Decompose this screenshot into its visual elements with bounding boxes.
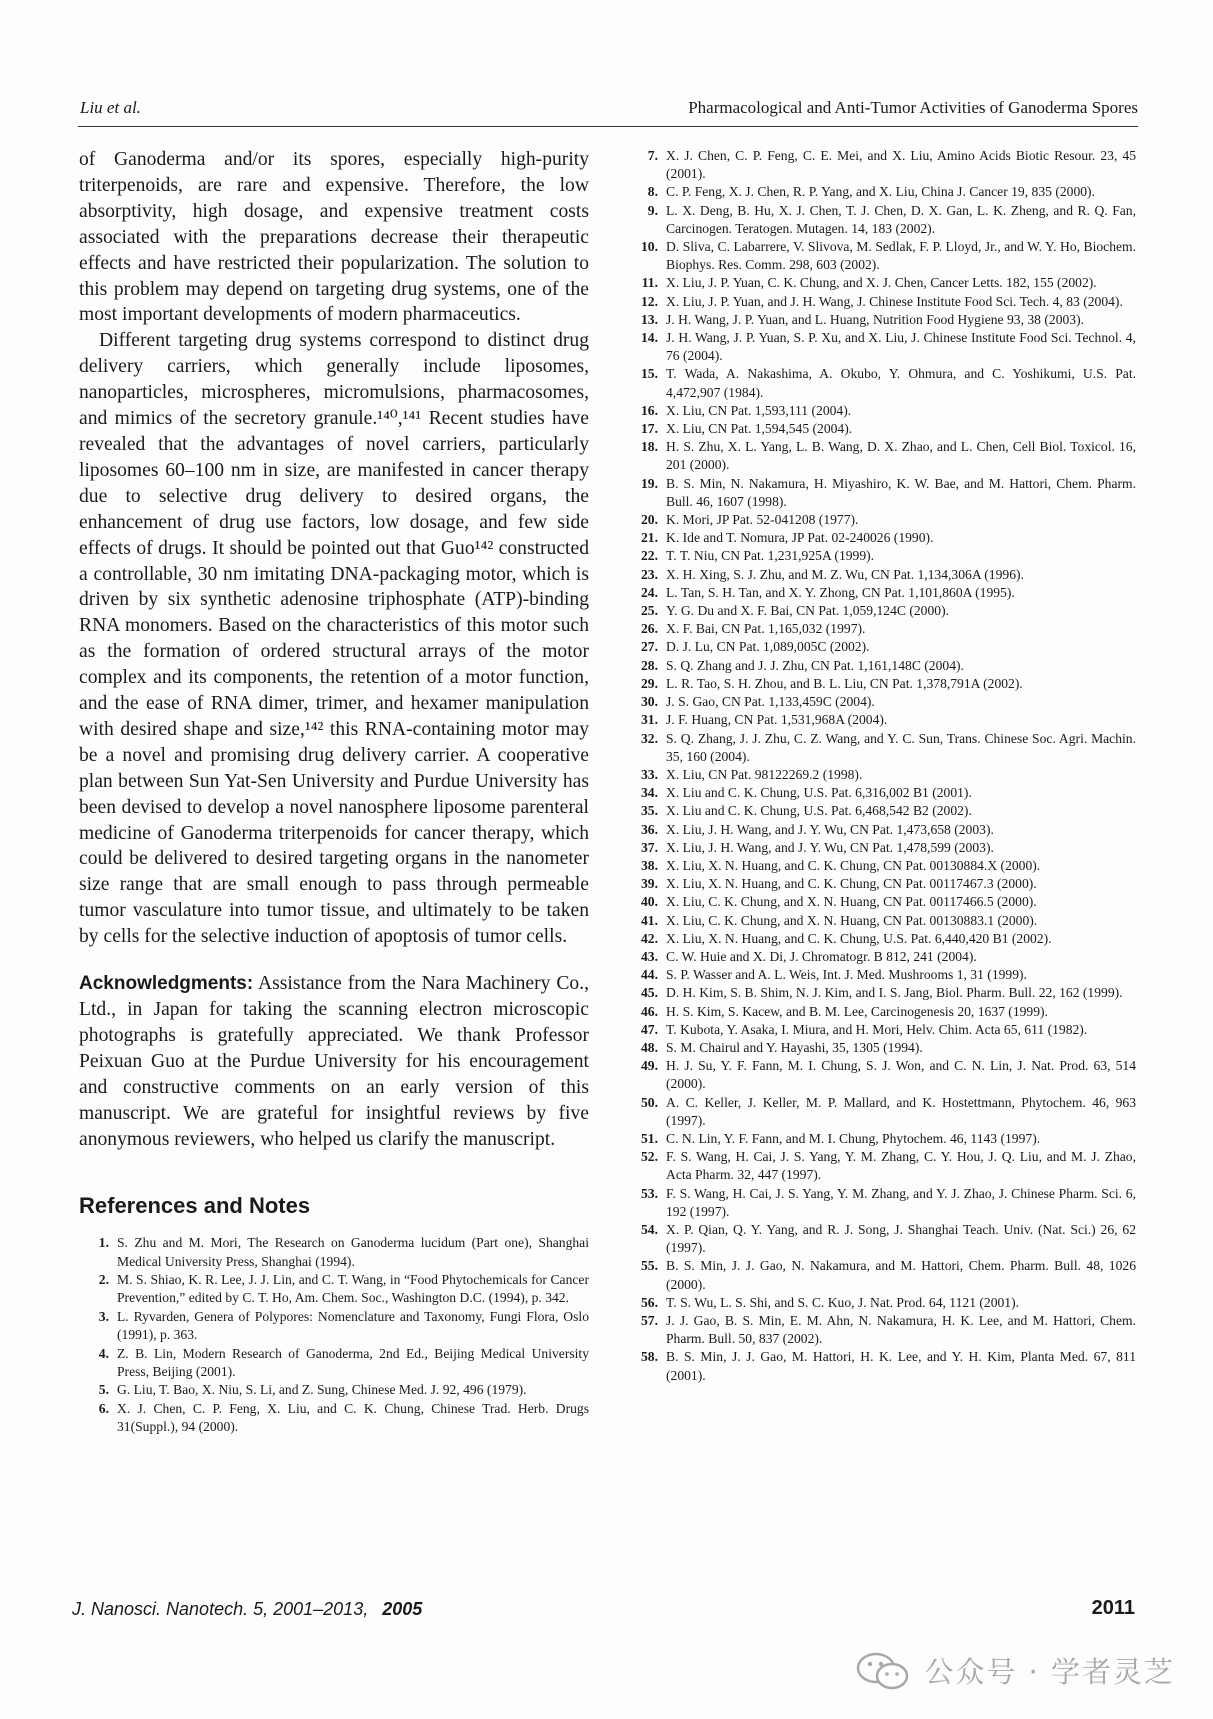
reference-item [628,602,1136,620]
reference-text: X. Liu, J. P. Yuan, C. K. Chung, and X. J. Chen, Cancer Letts. 182, 155 (2002). [666,275,1097,291]
reference-number: 30. [641,694,658,710]
reference-text: Z. B. Lin, Modern Research of Ganoderma, 2nd Ed., Beijing Medical University Press, Beijing (2001). [117,1345,589,1379]
reference-text: X. H. Xing, S. J. Zhu, and M. Z. Wu, CN Pat. 1,134,306A (1996). [666,566,1024,582]
right-column [628,147,1136,1385]
reference-item [628,839,1136,857]
reference-item [79,1271,589,1307]
reference-list-right [628,147,1136,1385]
reference-number: 9. [647,202,658,218]
reference-number: 2. [98,1272,109,1288]
reference-number: 31. [641,712,658,728]
header-rule [78,126,1138,127]
reference-text: H. J. Su, Y. F. Fann, M. I. Chung, S. J. Won, and C. N. Lin, J. Nat. Prod. 63, 514 (2000). [666,1058,1136,1092]
reference-number: 7. [647,148,658,163]
reference-number: 54. [641,1221,658,1237]
acknowledgments-heading: Acknowledgments: [79,973,254,995]
reference-number: 35. [641,803,658,819]
page-number: 2011 [1091,1597,1135,1619]
reference-text: S. P. Wasser and A. L. Weis, Int. J. Med. Mushrooms 1, 31 (1999). [666,967,1027,983]
reference-item [628,675,1136,693]
reference-number: 6. [98,1400,109,1416]
reference-number: 52. [641,1149,658,1165]
reference-text: X. Liu, CN Pat. 1,593,111 (2004). [666,402,852,418]
reference-text: T. Wada, A. Nakashima, A. Okubo, Y. Ohmura, and C. Yoshikumi, U.S. Pat. 4,472,907 (1984). [666,366,1136,400]
reference-number: 37. [641,839,658,855]
reference-number: 51. [641,1130,658,1146]
reference-text: L. Ryvarden, Genera of Polypores: Nomenclature and Taxonomy, Fungi Flora, Oslo (1991), p. 363. [117,1308,589,1343]
reference-number: 53. [641,1185,658,1201]
reference-item [628,293,1136,311]
reference-text: X. Liu, CN Pat. 98122269.2 (1998). [666,766,863,782]
reference-number: 50. [641,1094,658,1110]
reference-item [628,1003,1136,1021]
watermark-text: 公众号 · 学者灵芝 [924,1655,1175,1689]
reference-text: T. T. Niu, CN Pat. 1,231,925A (1999). [666,548,875,564]
reference-number: 47. [641,1021,658,1037]
reference-number: 3. [98,1308,109,1324]
reference-number: 33. [641,766,658,782]
reference-item [628,1130,1136,1148]
reference-number: 44. [641,967,658,983]
reference-number: 42. [641,930,658,946]
reference-text: J. F. Huang, CN Pat. 1,531,968A (2004). [666,712,888,728]
reference-item [628,802,1136,820]
reference-item [628,766,1136,784]
reference-text: X. Liu, C. K. Chung, and X. N. Huang, CN Pat. 00117466.5 (2000). [666,894,1037,910]
reference-item [628,948,1136,966]
reference-item [628,638,1136,656]
reference-number: 29. [641,675,658,691]
reference-item [628,984,1136,1002]
acknowledgments-text: Assistance from the Nara Machinery Co., Ltd., in Japan for taking the scanning electron microscopic photographs is gratefully appreciated. We thank Professor Peixuan Guo at the Purdue University for his encouragement and constructive comments on an early version of this manuscript. We are grateful for insightful reviews by five anonymous reviewers, who helped us clarify the manuscript. [79,973,589,1150]
reference-text: A. C. Keller, J. Keller, M. P. Mallard, and K. Hostettmann, Phytochem. 46, 963 (1997). [666,1094,1136,1128]
reference-item [628,711,1136,729]
reference-number: 11. [641,275,658,291]
reference-number: 57. [641,1313,658,1328]
reference-text: J. S. Gao, CN Pat. 1,133,459C (2004). [666,694,875,710]
reference-item [628,238,1136,274]
reference-text: S. M. Chairul and Y. Hayashi, 35, 1305 (1994). [666,1039,923,1055]
reference-text: S. Q. Zhang, J. J. Zhu, C. Z. Wang, and Y. C. Sun, Trans. Chinese Soc. Agri. Machin. 35, 160 (2004). [666,730,1136,764]
reference-number: 13. [641,311,658,327]
reference-number: 15. [641,366,658,382]
reference-number: 40. [641,894,658,910]
reference-text: D. J. Lu, CN Pat. 1,089,005C (2002). [666,639,870,655]
reference-list-left [79,1234,589,1436]
reference-number: 27. [641,639,658,655]
footer-citation [72,1599,422,1620]
reference-item [628,857,1136,875]
reference-text: D. Sliva, C. Labarrere, V. Slivova, M. Sedlak, F. P. Lloyd, Jr., and W. Y. Ho, Biochem. Biophys. Res. Comm. 298, 603 (2002). [666,239,1136,273]
reference-text: B. S. Min, J. J. Gao, N. Nakamura, and M. Hattori, Chem. Pharm. Bull. 48, 1026 (2000). [666,1258,1136,1292]
body-paragraph-2: Different targeting drug systems correspond to distinct drug delivery carriers, which generally include liposomes, nanoparticles, microspheres, micromulsions, pharmacosomes, and mimics of the secretory granule.¹⁴⁰,¹⁴¹ Recent studies have revealed that the advantages of novel carriers, particularly liposomes 60–100 nm in size, are manifested in cancer therapy due to selective drug delivery to desired organs, the enhancement of drug use factors, low dosage, and few side effects of drugs. It should be pointed out that Guo¹⁴² constructed a controllable, 30 nm imitating DNA-packaging motor, which is driven by six synthetic adenosine triphosphate (ATP)-binding RNA monomers. Based on the characteristics of this motor such as the formation of ordered structural arrays of the motor complex and its components, the retention of a motor function, and the ease of RNA dimer, trimer, and hexamer manipulation with desired shape and size,¹⁴² this RNA-containing motor may be a novel and promising drug delivery carrier. A cooperative plan between Sun Yat-Sen University and Purdue University has been devised to develop a novel nanosphere liposome parenteral medicine of Ganoderma triterpenoids for cancer therapy, which could be delivered to desired targeting organs in the nanometer size range that are small enough to pass through permeable tumor vasculature into tumor tissue, and ultimately to be taken by cells for the selective induction of apoptosis of tumor cells. [79,330,589,948]
reference-item [628,420,1136,438]
reference-number: 43. [641,948,658,964]
wechat-icon [854,1651,912,1691]
reference-text: D. H. Kim, S. B. Shim, N. J. Kim, and I. S. Jang, Biol. Pharm. Bull. 22, 162 (1999). [666,985,1123,1001]
reference-item [628,274,1136,292]
reference-item [628,147,1136,183]
reference-text: X. Liu, J. P. Yuan, and J. H. Wang, J. Chinese Institute Food Sci. Tech. 4, 83 (2004). [666,293,1123,309]
reference-number: 56. [641,1294,658,1310]
reference-item [628,893,1136,911]
reference-text: S. Q. Zhang and J. J. Zhu, CN Pat. 1,161,148C (2004). [666,657,964,673]
reference-text: H. S. Zhu, X. L. Yang, L. B. Wang, D. X. Zhao, and L. Chen, Cell Biol. Toxicol. 16, 201 (2000). [666,439,1136,473]
reference-item [628,529,1136,547]
reference-text: L. R. Tao, S. H. Zhou, and B. L. Liu, CN Pat. 1,378,791A (2002). [666,675,1023,691]
reference-item [628,311,1136,329]
reference-text: C. W. Huie and X. Di, J. Chromatogr. B 812, 241 (2004). [666,948,977,964]
running-head-title: Pharmacological and Anti-Tumor Activities of Ganoderma Spores [688,98,1138,117]
reference-number: 46. [641,1003,658,1019]
reference-text: J. H. Wang, J. P. Yuan, and L. Huang, Nutrition Food Hygiene 93, 38 (2003). [666,311,1085,327]
reference-text: L. Tan, S. H. Tan, and X. Y. Zhong, CN Pat. 1,101,860A (1995). [666,584,1015,600]
reference-text: X. F. Bai, CN Pat. 1,165,032 (1997). [666,621,866,637]
footer-journal: J. Nanosci. Nanotech. 5, 2001–2013, [72,1599,369,1619]
reference-text: F. S. Wang, H. Cai, J. S. Yang, Y. M. Zhang, and Y. J. Zhao, J. Chinese Pharm. Sci. 6, 192 (1997). [666,1185,1136,1219]
reference-number: 41. [641,912,658,928]
reference-number: 4. [98,1345,109,1361]
reference-number: 32. [641,730,658,746]
reference-text: S. Zhu and M. Mori, The Research on Ganoderma lucidum (Part one), Shanghai Medical University Press, Shanghai (1994). [117,1235,589,1269]
reference-text: X. J. Chen, C. P. Feng, X. Liu, and C. K. Chung, Chinese Trad. Herb. Drugs 31(Suppl.), 94 (2000). [117,1400,589,1434]
reference-number: 26. [641,621,658,637]
reference-item [628,1348,1136,1384]
reference-item [628,1021,1136,1039]
reference-number: 23. [641,566,658,582]
acknowledgments [79,971,589,1152]
reference-item [628,475,1136,511]
reference-item [628,329,1136,365]
reference-item [628,966,1136,984]
left-column [79,147,589,1436]
reference-number: 39. [641,876,658,892]
reference-number: 14. [641,330,658,346]
reference-item [628,183,1136,201]
reference-text: J. J. Gao, B. S. Min, E. M. Ahn, N. Nakamura, H. K. Lee, and M. Hattori, Chem. Pharm. Bull. 50, 837 (2002). [666,1313,1136,1347]
reference-item [79,1345,589,1381]
reference-item [628,1094,1136,1130]
reference-number: 48. [641,1039,658,1055]
reference-number: 17. [641,421,658,437]
reference-number: 34. [641,785,658,801]
reference-number: 58. [641,1349,658,1365]
reference-number: 25. [641,603,658,619]
reference-text: X. Liu, C. K. Chung, and X. N. Huang, CN Pat. 00130883.1 (2000). [666,912,1038,928]
reference-item [79,1400,589,1436]
reference-number: 36. [641,821,658,837]
reference-text: K. Mori, JP Pat. 52-041208 (1977). [666,512,859,528]
reference-number: 12. [641,293,658,309]
reference-text: T. Kubota, Y. Asaka, I. Miura, and H. Mori, Helv. Chim. Acta 65, 611 (1982). [666,1021,1088,1037]
reference-text: K. Ide and T. Nomura, JP Pat. 02-240026 (1990). [666,530,934,546]
reference-item [628,365,1136,401]
reference-number: 5. [98,1382,109,1398]
reference-number: 21. [641,530,658,546]
reference-item [628,438,1136,474]
reference-text: X. Liu and C. K. Chung, U.S. Pat. 6,316,002 B1 (2001). [666,785,972,801]
reference-item [628,821,1136,839]
reference-text: Y. G. Du and X. F. Bai, CN Pat. 1,059,124C (2000). [666,603,949,619]
reference-number: 49. [641,1058,658,1074]
reference-text: H. S. Kim, S. Kacew, and B. M. Lee, Carcinogenesis 20, 1637 (1999). [666,1003,1048,1019]
reference-item [628,566,1136,584]
reference-text: X. J. Chen, C. P. Feng, C. E. Mei, and X. Liu, Amino Acids Biotic Resour. 23, 45 (2001). [666,148,1136,182]
reference-number: 8. [647,184,658,200]
reference-number: 20. [641,512,658,528]
reference-item [628,620,1136,638]
reference-text: F. S. Wang, H. Cai, J. S. Yang, Y. M. Zhang, C. Y. Hou, J. Q. Liu, and M. J. Zhao, Acta Pharm. 32, 447 (1997). [666,1149,1136,1183]
reference-item [628,584,1136,602]
reference-text: B. S. Min, J. J. Gao, M. Hattori, H. K. Lee, and Y. H. Kim, Planta Med. 67, 811 (2001). [666,1349,1136,1383]
reference-text: X. Liu, X. N. Huang, and C. K. Chung, CN Pat. 00130884.X (2000). [666,857,1041,873]
reference-text: C. P. Feng, X. J. Chen, R. P. Yang, and X. Liu, China J. Cancer 19, 835 (2000). [666,184,1095,200]
reference-item [628,875,1136,893]
reference-text: X. Liu, J. H. Wang, and J. Y. Wu, CN Pat. 1,473,658 (2003). [666,821,994,837]
reference-text: G. Liu, T. Bao, X. Niu, S. Li, and Z. Sung, Chinese Med. J. 92, 496 (1979). [117,1382,527,1398]
reference-number: 24. [641,584,658,600]
reference-item [628,657,1136,675]
reference-item [628,1221,1136,1257]
reference-number: 16. [641,402,658,418]
reference-item [79,1308,589,1344]
reference-item [628,1057,1136,1093]
reference-item [79,1234,589,1270]
reference-number: 1. [98,1235,109,1251]
reference-text: C. N. Lin, Y. F. Fann, and M. I. Chung, Phytochem. 46, 1143 (1997). [666,1130,1041,1146]
reference-item [628,1257,1136,1293]
reference-number: 45. [641,985,658,1001]
reference-text: X. Liu, CN Pat. 1,594,545 (2004). [666,421,853,437]
reference-item [628,1185,1136,1221]
reference-number: 10. [641,239,658,255]
reference-number: 38. [641,857,658,873]
reference-text: X. Liu and C. K. Chung, U.S. Pat. 6,468,542 B2 (2002). [666,803,972,819]
reference-item [628,1312,1136,1348]
reference-item [628,402,1136,420]
reference-item [628,784,1136,802]
references-heading: References and Notes [79,1193,311,1219]
reference-text: T. S. Wu, L. S. Shi, and S. C. Kuo, J. Nat. Prod. 64, 1121 (2001). [666,1294,1020,1310]
footer-year: 2005 [382,1599,423,1619]
reference-item [628,912,1136,930]
reference-text: X. P. Qian, Q. Y. Yang, and R. J. Song, J. Shanghai Teach. Univ. (Nat. Sci.) 26, 62 (1997). [666,1221,1136,1256]
reference-item [628,547,1136,565]
reference-item [628,730,1136,766]
reference-number: 19. [641,475,658,491]
reference-number: 55. [641,1258,658,1274]
reference-number: 28. [641,657,658,673]
reference-text: J. H. Wang, J. P. Yuan, S. P. Xu, and X. Liu, J. Chinese Institute Food Sci. Technol. 4, 76 (2004). [666,330,1136,364]
reference-item [628,1148,1136,1184]
reference-item [628,511,1136,529]
reference-item [628,1039,1136,1057]
reference-text: X. Liu, J. H. Wang, and J. Y. Wu, CN Pat. 1,478,599 (2003). [666,839,994,855]
reference-item [79,1381,589,1399]
reference-text: L. X. Deng, B. Hu, X. J. Chen, T. J. Chen, D. X. Gan, L. K. Zheng, and R. Q. Fan, Carcinogen. Teratogen. Mutagen. 14, 183 (2002). [666,202,1136,236]
reference-text: X. Liu, X. N. Huang, and C. K. Chung, CN Pat. 00117467.3 (2000). [666,876,1037,892]
reference-text: M. S. Shiao, K. R. Lee, J. J. Lin, and C. T. Wang, in “Food Phytochemicals for Cancer Prevention,” edited by C. T. Ho, Am. Chem. Soc., Washington D.C. (1994), p. 342. [117,1272,589,1306]
reference-item [628,930,1136,948]
reference-number: 22. [641,548,658,564]
reference-item [628,202,1136,238]
wechat-watermark [854,1650,1175,1691]
reference-number: 18. [641,439,658,455]
reference-item [628,1294,1136,1312]
reference-item [628,693,1136,711]
body-paragraph-1: of Ganoderma and/or its spores, especially high-purity triterpenoids, are rare and expensive. Therefore, the low absorptivity, high dosage, and expensive treatment costs associated with the preparations decrease their therapeutic effects and have restricted their popularization. The solution to this problem may depend on targeting drug systems, one of the most important developments of modern pharmaceutics. [79,149,589,326]
reference-text: X. Liu, X. N. Huang, and C. K. Chung, U.S. Pat. 6,440,420 B1 (2002). [666,930,1052,946]
running-head-authors: Liu et al. [80,98,141,117]
reference-text: B. S. Min, N. Nakamura, H. Miyashiro, K. W. Bae, and M. Hattori, Chem. Pharm. Bull. 46, 1607 (1998). [666,475,1136,509]
